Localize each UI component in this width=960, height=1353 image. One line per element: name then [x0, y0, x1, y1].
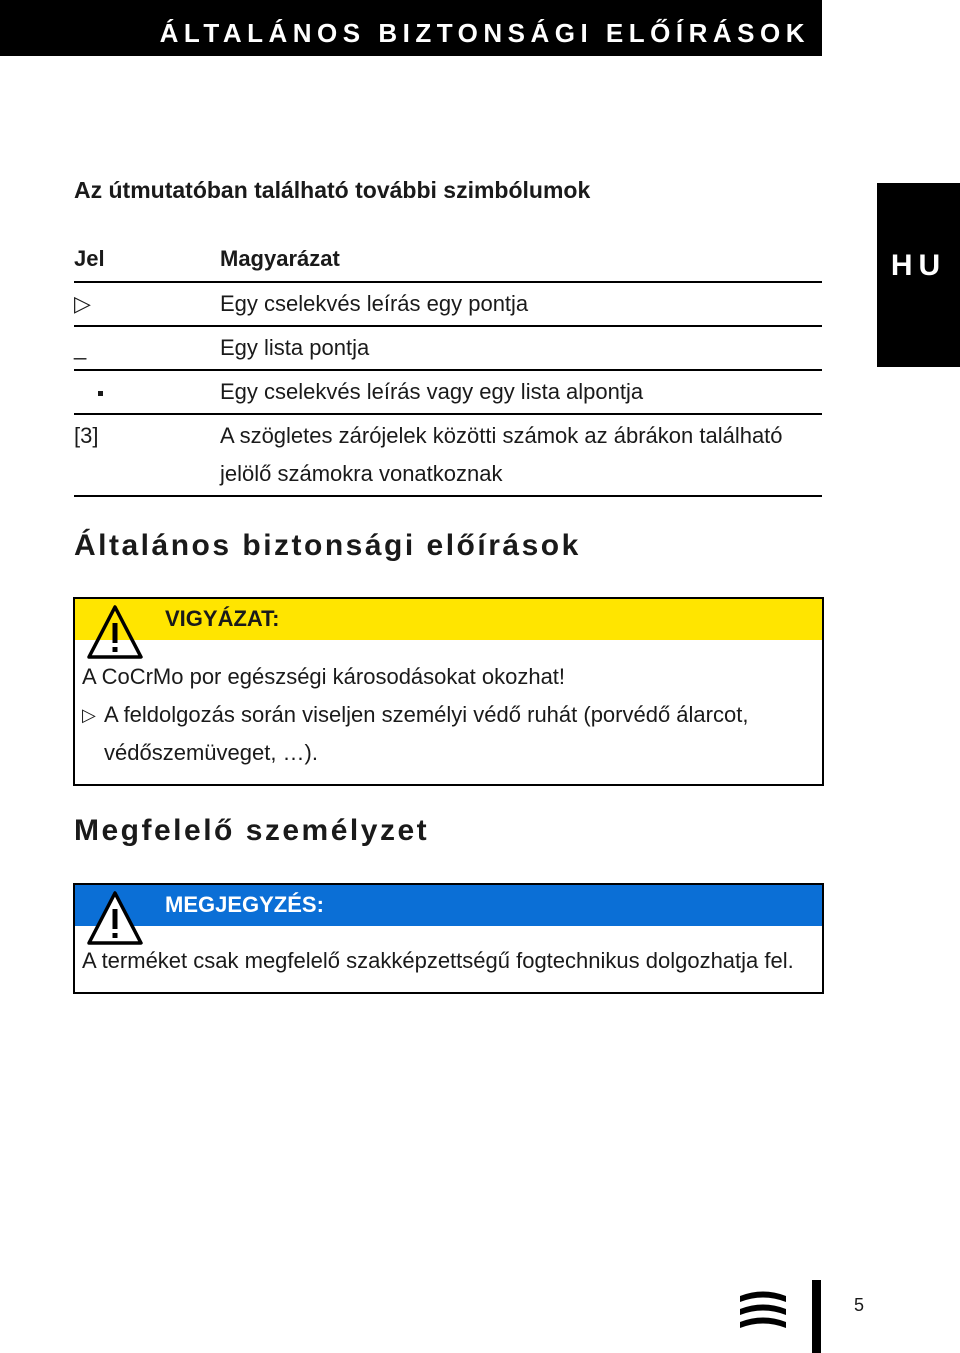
section-heading-personnel: Megfelelő személyzet — [74, 814, 430, 847]
language-tab — [877, 183, 960, 367]
note-box — [73, 883, 824, 994]
column-header-explanation: Magyarázat — [220, 246, 340, 271]
action-step-icon: ▷ — [82, 705, 96, 725]
symbols-table — [74, 238, 822, 497]
warning-text: A CoCrMo por egészségi károsodásokat okozhat! — [82, 664, 566, 689]
table-row — [74, 327, 822, 371]
symbols-title: Az útmutatóban található további szimbólumok — [74, 177, 591, 203]
table-header-row — [74, 238, 822, 283]
symbol-cell: [3] — [74, 423, 99, 448]
table-row — [74, 415, 822, 497]
warning-header — [75, 599, 822, 640]
warning-triangle-icon — [85, 603, 145, 663]
symbol-cell: ▷ — [74, 291, 91, 316]
symbol-cell — [74, 379, 103, 405]
header-title: ÁLTALÁNOS BIZTONSÁGI ELŐÍRÁSOK — [159, 18, 810, 48]
table-row — [74, 371, 822, 415]
symbol-cell: _ — [74, 335, 87, 360]
warning-step — [82, 696, 814, 772]
note-text: A terméket csak megfelelő szakképzettségű fogtechnikus dolgozhatja fel. — [82, 948, 794, 973]
footer-divider — [812, 1280, 821, 1353]
warning-step-text: A feldolgozás során viseljen személyi védő ruhát (porvédő álarcot, védőszemüveget, …). — [104, 702, 749, 765]
warning-box — [73, 597, 824, 786]
note-label: MEGJEGYZÉS: — [165, 892, 324, 917]
bullet-dot-icon — [98, 391, 103, 396]
explanation-cell: Egy lista pontja — [220, 335, 370, 360]
column-header-symbol: Jel — [74, 246, 105, 271]
table-row — [74, 283, 822, 327]
explanation-cell: Egy cselekvés leírás egy pontja — [220, 291, 529, 316]
page-number: 5 — [854, 1295, 865, 1315]
warning-body — [75, 640, 822, 784]
section-heading-safety: Általános biztonsági előírások — [74, 529, 581, 562]
header-bar — [0, 0, 822, 56]
brand-logo-icon — [738, 1288, 788, 1334]
explanation-cell: A szögletes zárójelek közötti számok az ábrákon található jelölő számokra vonatkoznak — [220, 423, 783, 486]
warning-triangle-icon — [85, 889, 145, 949]
note-header — [75, 885, 822, 926]
language-tab-label: HU — [890, 249, 947, 282]
explanation-cell: Egy cselekvés leírás vagy egy lista alpontja — [220, 379, 644, 404]
warning-label: VIGYÁZAT: — [165, 606, 280, 631]
note-body — [75, 926, 822, 992]
